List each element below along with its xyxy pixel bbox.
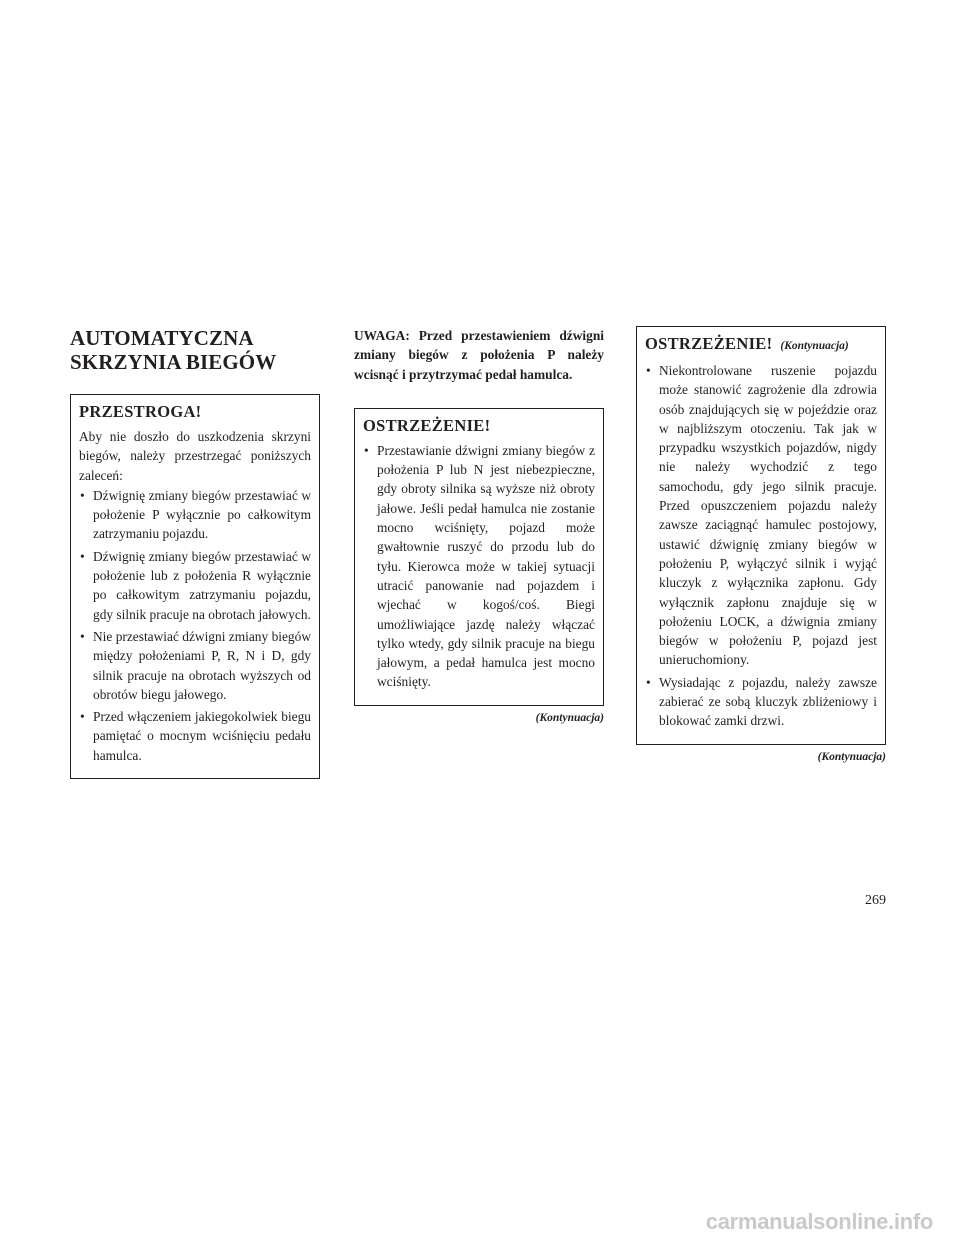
section-title-line: AUTOMATYCZNA [70,326,254,350]
section-title-line: SKRZYNIA BIEGÓW [70,350,277,374]
warning-box-continued [636,326,886,745]
column-left [70,326,320,779]
continued-label: (Kontynuacja) [535,711,604,724]
page-number: 269 [865,893,886,908]
warning-list [363,441,595,692]
caution-item: • Dźwignię zmiany biegów przestawiać w położenie P wyłącznie po całkowitym zatrzymaniu pojazdu. [79,486,311,544]
warning-box [354,408,604,706]
caution-box [70,394,320,779]
caution-item: • Przed włączeniem jakiegokolwiek biegu pamiętać o mocnym wciśnięciu pedału hamulca. [79,707,311,765]
warning-list [645,361,877,731]
watermark: carmanualsonline.info [705,1209,933,1234]
section-title [70,326,320,374]
caution-item: • Nie przestawiać dźwigni zmiany biegów między położeniami P, R, N i D, gdy silnik pracuje na obrotach wyższych od obrotów biegu jałowego. [79,627,311,704]
continued-label: (Kontynuacja) [817,750,886,763]
column-middle [354,326,604,724]
warning-heading-text: OSTRZEŻENIE! [645,334,773,353]
warning-item: • Przestawianie dźwigni zmiany biegów z położenia P lub N jest niebezpieczne, gdy obroty silnika są wyższe niż obroty jałowe. Jeśli pedał hamulca nie zostanie mocno wciśnięty, pojazd może gwałtownie ruszyć do przodu lub do tyłu. Kierowca może w takiej sytuacji utracić panowanie nad pojazdem i wjechać w kogoś/coś. Biegi umożliwiające jazdę należy włączać tylko wtedy, gdy silnik pracuje na biegu jałowym, a pedał hamulca jest mocno wciśnięty. [363,441,595,692]
caution-item: • Dźwignię zmiany biegów przestawiać w położenie lub z położenia R wyłącznie po całkowitym zatrzymaniu pojazdu, gdy silnik pracuje na obrotach jałowych. [79,547,311,624]
note-paragraph: UWAGA: Przed przestawieniem dźwigni zmiany biegów z położenia P należy wcisnąć i przytrzymać pedał hamulca. [354,328,604,382]
caution-list [79,486,311,765]
column-right [636,326,886,763]
warning-heading-suffix: (Kontynuacja) [780,340,849,352]
warning-item: • Niekontrolowane ruszenie pojazdu może stanowić zagrożenie dla zdrowia osób znajdujących się w pojeździe oraz w najbliższym otoczeniu. Tak jak w przypadku wszystkich pojazdów, nigdy nie należy wychodzić z tego samochodu, gdy jego silnik pracuje. Przed opuszczeniem pojazdu należy zawsze zaciągnąć hamulec postojowy, ustawić dźwignię zmiany biegów w położeniu P, wyłączyć silnik i wyjąć kluczyk z wyłącznika zapłonu. Gdy wyłącznik zapłonu znajduje się w położeniu LOCK, a dźwignia zmiany biegów w położeniu P, pojazd jest unieruchomiony. [645,361,877,670]
warning-item: • Wysiadając z pojazdu, należy zawsze zabierać ze sobą kluczyk zbliżeniowy i blokować zamki drzwi. [645,673,877,731]
caution-heading: PRZESTROGA! [79,402,202,421]
warning-heading: OSTRZEŻENIE! [363,415,491,435]
warning-heading [645,333,877,357]
caution-intro: Aby nie doszło do uszkodzenia skrzyni biegów, należy przestrzegać poniższych zaleceń: [79,429,311,483]
